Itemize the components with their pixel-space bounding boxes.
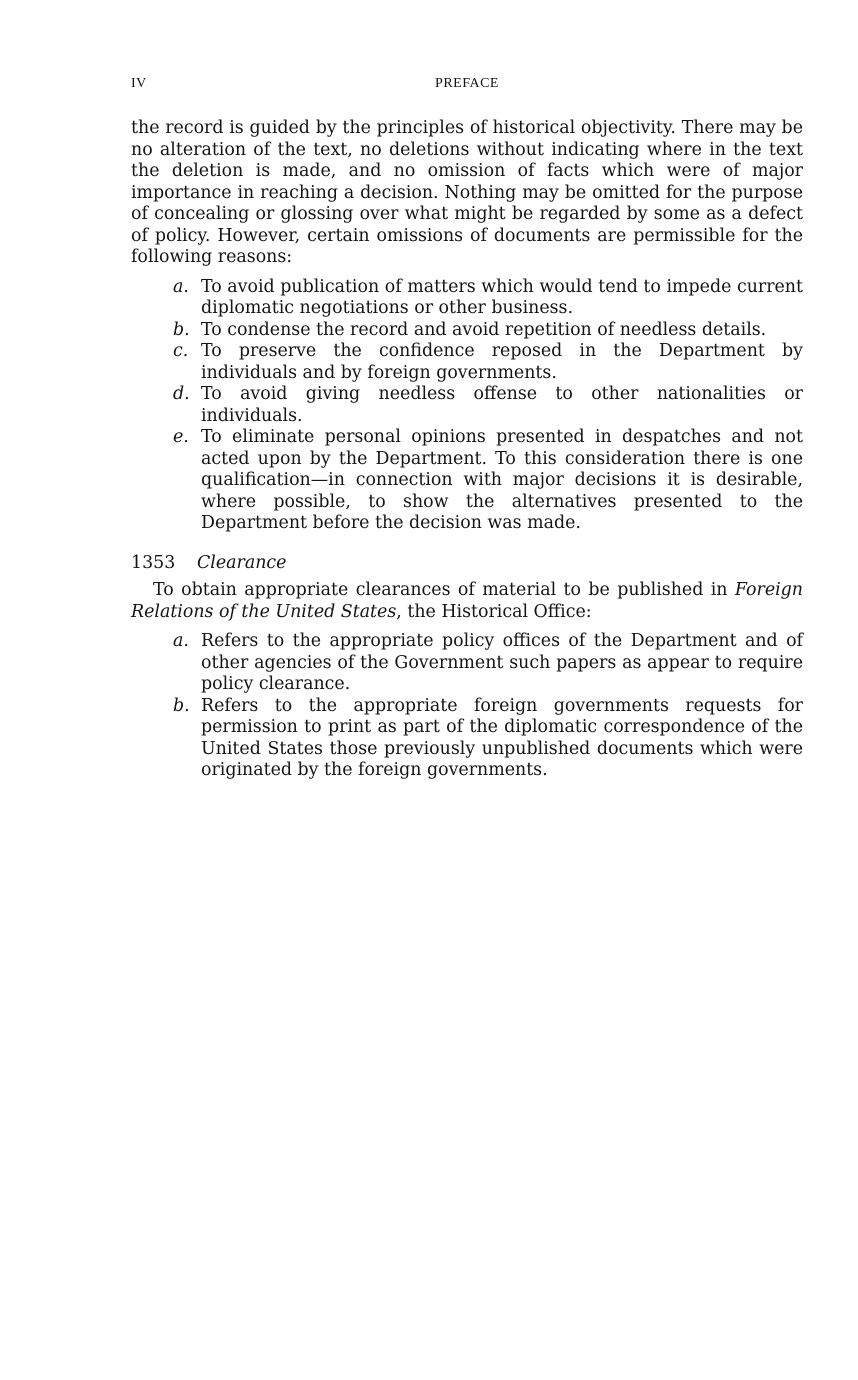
list-marker: a. <box>173 631 189 651</box>
section-title: Clearance <box>197 552 287 573</box>
section-number: 1353 <box>131 552 176 573</box>
list-item-text: To eliminate personal opinions presented in despatches and not acted upon by the Department. To this consideration there is one qualification—in connection with major decisions it is desirable, where possible, to show the alternatives presented to the Department before the decision was made. <box>201 427 803 533</box>
list-item <box>173 384 803 427</box>
list-item <box>173 276 803 320</box>
intro-paragraph: the record is guided by the principles of historical objectivity. There may be no alteration of the text, no deletions without indicating where in the text the deletion is made, and no omission of facts which were of major importance in reaching a decision. Nothing may be omitted for the purpose of concealing or glossing over what might be regarded by some as a defect of policy. However, certain omissions of documents are permissible for the following reasons: <box>131 118 803 267</box>
list-marker: e. <box>173 427 189 447</box>
document-page <box>131 74 803 782</box>
omission-reasons-list <box>131 277 803 535</box>
section-heading <box>131 553 803 575</box>
publication-title: Foreign Relations of the United States <box>131 580 804 622</box>
list-item-text: Refers to the appropriate foreign governments requests for permission to print as part of the diplomatic correspondence of the United States those previously unpublished documents which were originated by the foreign governments. <box>201 695 803 780</box>
running-head <box>131 74 803 98</box>
clearance-steps-list <box>131 631 803 782</box>
list-marker: b. <box>173 695 190 716</box>
list-item-text: To preserve the confidence reposed in the Department by individuals and by foreign governments. <box>201 341 803 383</box>
list-marker: a. <box>173 276 189 297</box>
list-item-text: To condense the record and avoid repetition of needless details. <box>201 319 767 340</box>
list-item-text: To avoid publication of matters which would tend to impede current diplomatic negotiations or other business. <box>201 276 803 318</box>
list-marker: b. <box>173 319 190 340</box>
list-item <box>173 319 803 342</box>
list-item <box>173 695 803 782</box>
page-number: IV <box>131 76 147 91</box>
list-item-text: Refers to the appropriate policy offices of the Department and of other agencies of the Government such papers as appear to require policy clearance. <box>201 631 803 694</box>
list-marker: c. <box>173 341 189 361</box>
list-item <box>173 427 803 535</box>
running-title: PREFACE <box>435 76 499 91</box>
clearance-lead: To obtain appropriate clearances of material to be published in <box>153 580 728 600</box>
list-item <box>173 631 803 696</box>
list-marker: d. <box>173 384 190 404</box>
list-item <box>173 341 803 384</box>
clearance-paragraph <box>131 580 803 623</box>
clearance-lead-tail: , the Historical Office: <box>396 601 592 622</box>
list-item-text: To avoid giving needless offense to other nationalities or individuals. <box>201 384 803 426</box>
